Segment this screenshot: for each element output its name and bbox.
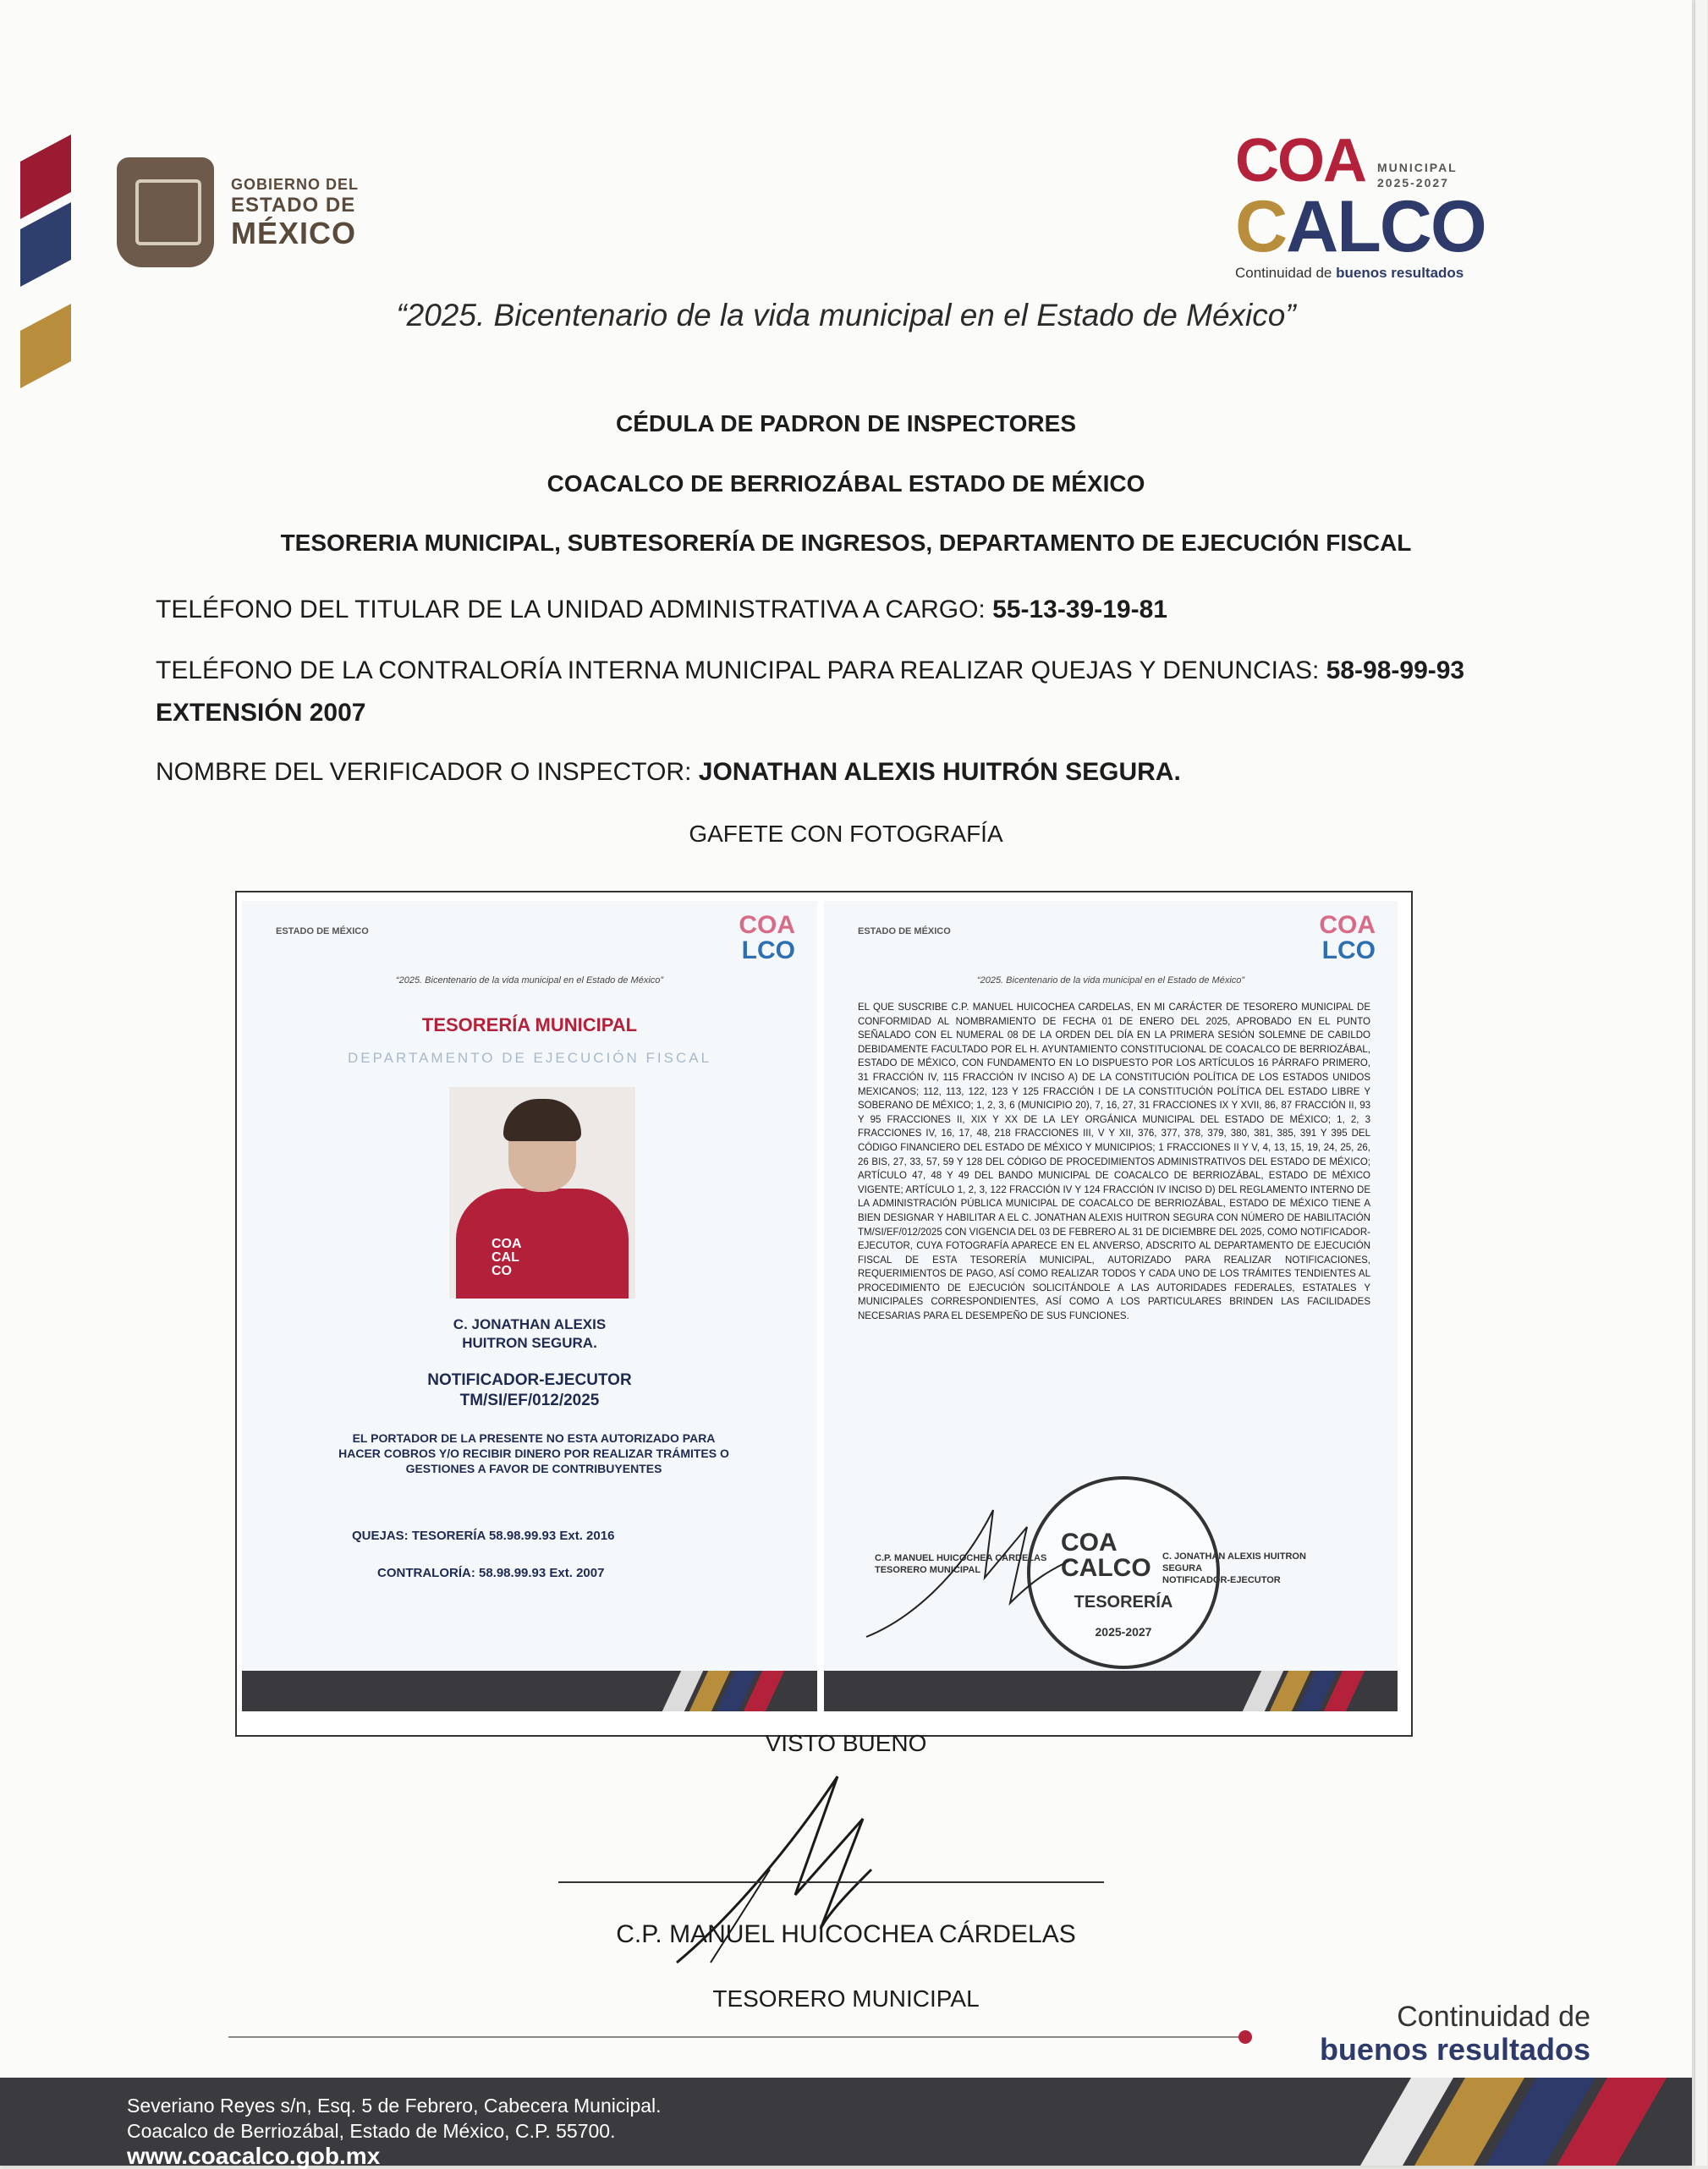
badge-footer bbox=[242, 1671, 817, 1711]
signer-role: TESORERO MUNICIPAL bbox=[712, 1985, 980, 2012]
logo-tagline-a: Continuidad de bbox=[1235, 265, 1332, 281]
footer-stripes bbox=[1386, 2078, 1641, 2166]
titular-phone: 55-13-39-19-81 bbox=[992, 596, 1167, 623]
footer-dot bbox=[1238, 2030, 1252, 2044]
state-seal-icon bbox=[117, 157, 214, 267]
gov-line1: GOBIERNO DEL bbox=[231, 175, 360, 193]
extension: EXTENSIÓN 2007 bbox=[156, 699, 366, 727]
footer-address2: Coacalco de Berriozábal, Estado de México, C.P. 55700. bbox=[127, 2120, 616, 2142]
bottom-tagline: Continuidad de buenos resultados bbox=[1319, 2001, 1590, 2067]
badge-back-footer bbox=[824, 1671, 1398, 1711]
logo-period: 2025-2027 bbox=[1377, 176, 1449, 189]
logo-calco: CALCO bbox=[1235, 186, 1486, 267]
title-tesoreria: TESORERIA MUNICIPAL, SUBTESORERÍA DE INGRESOS, DEPARTAMENTO DE EJECUCIÓN FISCAL bbox=[280, 530, 1412, 556]
page-footer bbox=[0, 2078, 1692, 2169]
badge-sig-left: C.P. MANUEL HUICOCHEA CARDELAS TESORERO MUNICIPAL bbox=[875, 1553, 1047, 1575]
badge-gov-logo: ESTADO DE MÉXICO bbox=[276, 926, 369, 936]
badge-photo bbox=[235, 891, 1413, 1737]
badge-sig-right: C. JONATHAN ALEXIS HUITRON SEGURA NOTIFICADOR-EJECUTOR bbox=[1162, 1551, 1306, 1585]
badge-back bbox=[824, 901, 1398, 1711]
badge-role: NOTIFICADOR-EJECUTOR TM/SI/EF/012/2025 bbox=[427, 1371, 632, 1409]
contraloria-phone: 58-98-99-93 bbox=[1326, 656, 1465, 684]
gafete-label: GAFETE CON FOTOGRAFÍA bbox=[689, 821, 1003, 847]
badge-motto: “2025. Bicentenario de la vida municipal en el Estado de México” bbox=[395, 975, 664, 986]
badge-back-text: EL QUE SUSCRIBE C.P. MANUEL HUICOCHEA CARDELAS, EN MI CARÁCTER DE TESORERO MUNICIPAL DE CONFORMIDAD AL NOMBRAMIENTO DE FECHA 01 DE ENERO DEL 2025, APROBADO EN EL PUNTO SEÑALADO CON EL NUMERAL 08 DE LA ORDEN DEL DÍA EN LA PRIMERA SESIÓN SOLEMNE DE CABILDO DEBIDAMENTE FACULTADO POR EL H. AYUNTAMIENTO CONSTITUCIONAL DE COACALCO DE BERRIOZÁBAL, ESTADO DE MÉXICO, CON FUNDAMENTO EN LO DISPUESTO POR LOS ARTÍCULOS 16 PÁRRAFO PRIMERO, 31 FRACCIÓN IV, 115 FRACCIÓN IV INCISO A) DE LA CONSTITUCIÓN POLÍTICA DE LOS ESTADOS UNIDOS MEXICANOS; 112, 113, 122, 123 Y 125 FRACCIÓN I DE LA CONSTITUCIÓN POLÍTICA DEL ESTADO LIBRE Y SOBERANO DE MÉXICO; 1, 2, 3, 6 (MUNICIPIO 20), 7, 16, 27, 31 FRACCIONES IX Y XVII, 86, 87 FRACCIÓN II, 93 Y 95 FRACCIONES II, XIX Y XX DE LA LEY ORGÁNICA MUNICIPAL DEL ESTADO DE MÉXICO; 1, 2, 3 FRACCIONES IV, 16, 17, 48, 218 FRACCIONES III, V Y XII, 376, 377, 378, 379, 380, 381, 385, 391 Y 395 DEL CÓDIGO FINANCIERO DEL ESTADO DE MÉXICO Y MUNICIPIOS; 1 FRACCIONES II Y V, 4, 13, 15, 19, 24, 25, 26, 26 BIS, 27, 33, 57, 59 Y 128 DEL CÓDIGO DE PROCEDIMIENTOS ADMINISTRATIVOS DEL ESTADO DE MÉXICO; ARTÍCULO 47, 48 Y 49 DEL BANDO MUNICIPAL DE COACALCO DE BERRIOZÁBAL, ESTADO DE MÉXICO VIGENTE; ARTÍCULO 1, 2, 3, 122 FRACCIÓN IV Y 124 FRACCIÓN IV INCISO D) DEL REGLAMENTO INTERNO DE LA ADMINISTRACIÓN PÚBLICA MUNICIPAL DE COACALCO DE BERRIOZÁBAL, ESTADO DE MÉXICO TIENE A BIEN DESIGNAR Y HABILITAR A EL C. JONATHAN ALEXIS HUITRON SEGURA CON NÚMERO DE HABILITACIÓN TM/SI/EF/012/2025 CON VIGENCIA DEL 03 DE FEBRERO AL 31 DE DICIEMBRE DEL 2025, COMO NOTIFICADOR-EJECUTOR, CUYA FOTOGRAFÍA APARECE EN EL ANVERSO, ADSCRITO AL DEPARTAMENTO DE EJECUCIÓN FISCAL DE ESTA TESORERÍA MUNICIPAL, AUTORIZADO PARA REALIZAR NOTIFICACIONES, REQUERIMIENTOS DE PAGO, ASÍ COMO REALIZAR TODOS Y CADA UNO DE LOS TRÁMITES TENDIENTES AL PROCEDIMIENTO DE EJECUCIÓN SOLICITÁNDOLE A LAS AUTORIDADES FEDERALES, ESTATALES Y MUNICIPALES CORRESPONDIENTES, ASÍ COMO A LOS PARTICULARES BRINDEN LAS FACILIDADES NECESARIAS PARA EL DESEMPEÑO DE SUS FUNCIONES. bbox=[858, 1002, 1370, 1322]
badge-name: C. JONATHAN ALEXIS HUITRON SEGURA. bbox=[453, 1316, 607, 1351]
contraloria-phone-line: TELÉFONO DE LA CONTRALORÍA INTERNA MUNICIPAL PARA REALIZAR QUEJAS Y DENUNCIAS: 58-98-99-93 bbox=[156, 656, 1465, 684]
footer-address1: Severiano Reyes s/n, Esq. 5 de Febrero, Cabecera Municipal. bbox=[127, 2095, 662, 2117]
visto-bueno: VISTO BUENO bbox=[765, 1730, 927, 1756]
signature-line bbox=[558, 1881, 1104, 1883]
logo-coa: COA bbox=[1235, 127, 1365, 195]
badge-front bbox=[242, 901, 817, 1711]
footer-website: www.coacalco.gob.mx bbox=[127, 2143, 381, 2169]
tesoreria-stamp: COA CALCO TESORERÍA 2025-2027 bbox=[1027, 1476, 1220, 1669]
inspector-name: JONATHAN ALEXIS HUITRÓN SEGURA. bbox=[698, 758, 1181, 786]
title-municipio: COACALCO DE BERRIOZÁBAL ESTADO DE MÉXICO bbox=[546, 470, 1145, 497]
badge-contraloria: CONTRALORÍA: 58.98.99.93 Ext. 2007 bbox=[377, 1566, 605, 1580]
logo-tagline-b: buenos resultados bbox=[1336, 265, 1464, 281]
gov-line2: ESTADO DE bbox=[231, 193, 356, 217]
badge-office: TESORERÍA MUNICIPAL bbox=[421, 1014, 638, 1035]
paper-edge bbox=[1694, 0, 1707, 2166]
document-motto: “2025. Bicentenario de la vida municipal en el Estado de México” bbox=[396, 298, 1296, 332]
signer-name: C.P. MANUEL HUICOCHEA CÁRDELAS bbox=[616, 1920, 1076, 1948]
coacalco-logo bbox=[1235, 127, 1531, 282]
vest-logo-text: COA CAL CO bbox=[492, 1237, 521, 1278]
badge-quejas: QUEJAS: TESORERÍA 58.98.99.93 Ext. 2016 bbox=[352, 1529, 615, 1543]
inspector-line: NOMBRE DEL VERIFICADOR O INSPECTOR: JONATHAN ALEXIS HUITRÓN SEGURA. bbox=[156, 758, 1181, 786]
badge-back-coa-logo: COA LCO bbox=[1319, 911, 1376, 964]
gov-line3: MÉXICO bbox=[231, 215, 357, 250]
logo-municipal: MUNICIPAL bbox=[1377, 161, 1458, 174]
badge-department: DEPARTAMENTO DE EJECUCIÓN FISCAL bbox=[347, 1050, 712, 1066]
gobierno-edomex-logo bbox=[117, 157, 359, 267]
badge-back-gov-logo: ESTADO DE MÉXICO bbox=[858, 926, 951, 936]
inspector-photo bbox=[449, 1087, 635, 1299]
badge-back-motto: “2025. Bicentenario de la vida municipal en el Estado de México” bbox=[976, 975, 1245, 986]
badge-signature bbox=[858, 1476, 1078, 1645]
badge-coa-logo: COA LCO bbox=[739, 911, 795, 964]
badge-warning: EL PORTADOR DE LA PRESENTE NO ESTA AUTORIZADO PARA HACER COBROS Y/O RECIBIR DINERO POR REALIZAR TRÁMITES O GESTIONES A FAVOR DE CONTRIBUYENTES bbox=[338, 1431, 729, 1475]
footer-rule bbox=[228, 2036, 1244, 2038]
title-cedula: CÉDULA DE PADRON DE INSPECTORES bbox=[616, 410, 1076, 437]
titular-phone-line: TELÉFONO DEL TITULAR DE LA UNIDAD ADMINISTRATIVA A CARGO: 55-13-39-19-81 bbox=[156, 596, 1167, 623]
